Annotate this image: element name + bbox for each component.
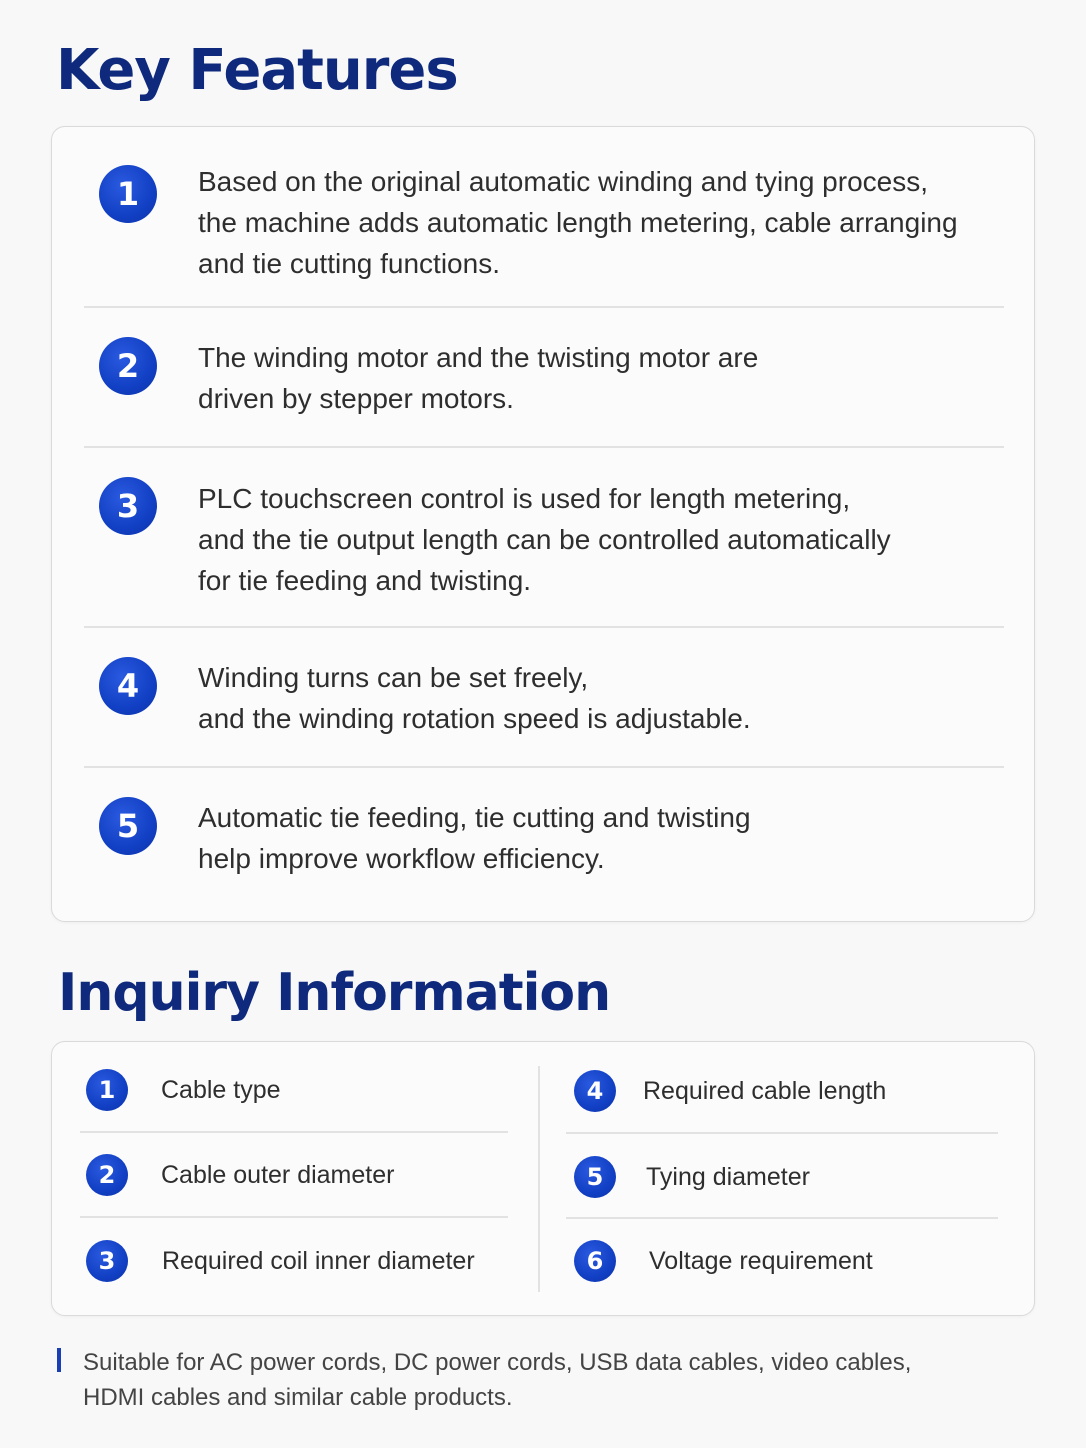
number-badge-4-icon: 4 (574, 1070, 616, 1112)
number-badge-1-icon: 1 (86, 1069, 128, 1111)
accent-bar (57, 1348, 61, 1372)
feature-text-line: and the winding rotation speed is adjustable. (198, 703, 751, 734)
inquiry-item-4 (574, 1066, 1004, 1116)
divider (566, 1217, 998, 1219)
divider (84, 626, 1004, 628)
feature-text-line: Based on the original automatic winding and tying process, (198, 166, 928, 197)
feature-text (198, 478, 998, 601)
divider (84, 306, 1004, 308)
note-text-line: HDMI cables and similar cable products. (83, 1384, 513, 1411)
feature-text-line: for tie feeding and twisting. (198, 565, 532, 596)
feature-text-line: and tie cutting functions. (198, 248, 500, 279)
inquiry-item-label: Required cable length (643, 1077, 887, 1105)
number-badge-4-icon: 4 (99, 657, 157, 715)
feature-text-line: help improve workflow efficiency. (198, 843, 605, 874)
divider (80, 1216, 508, 1218)
column-separator (538, 1066, 540, 1292)
key-features-title: Key Features (56, 38, 458, 103)
divider (566, 1132, 998, 1134)
inquiry-item-label: Tying diameter (646, 1163, 810, 1191)
feature-text (198, 337, 998, 419)
feature-text-line: Automatic tie feeding, tie cutting and twisting (198, 802, 751, 833)
inquiry-information-card (51, 1041, 1035, 1316)
feature-text-line: the machine adds automatic length metering, cable arranging (198, 207, 958, 238)
inquiry-item-label: Cable type (161, 1076, 281, 1104)
inquiry-item-5 (574, 1152, 1004, 1202)
number-badge-5-icon: 5 (99, 797, 157, 855)
number-badge-2-icon: 2 (86, 1154, 128, 1196)
note-text-line: Suitable for AC power cords, DC power cords, USB data cables, video cables, (83, 1349, 912, 1376)
feature-text (198, 161, 998, 284)
feature-text-line: and the tie output length can be controlled automatically (198, 524, 891, 555)
divider (84, 446, 1004, 448)
note-text (83, 1345, 911, 1415)
inquiry-item-3 (86, 1236, 506, 1286)
feature-text-line: Winding turns can be set freely, (198, 662, 589, 693)
number-badge-1-icon: 1 (99, 165, 157, 223)
number-badge-6-icon: 6 (574, 1240, 616, 1282)
inquiry-item-6 (574, 1236, 1004, 1286)
number-badge-2-icon: 2 (99, 337, 157, 395)
number-badge-3-icon: 3 (86, 1240, 128, 1282)
inquiry-item-1 (86, 1065, 506, 1115)
inquiry-item-2 (86, 1150, 506, 1200)
inquiry-item-label: Cable outer diameter (161, 1161, 395, 1189)
key-features-card (51, 126, 1035, 922)
divider (80, 1131, 508, 1133)
feature-text-line: driven by stepper motors. (198, 383, 514, 414)
feature-text (198, 657, 998, 739)
divider (84, 766, 1004, 768)
number-badge-5-icon: 5 (574, 1156, 616, 1198)
inquiry-item-label: Voltage requirement (649, 1247, 873, 1275)
feature-text-line: PLC touchscreen control is used for length metering, (198, 483, 851, 514)
inquiry-information-title: Inquiry Information (58, 963, 611, 1023)
inquiry-item-label: Required coil inner diameter (162, 1247, 475, 1275)
number-badge-3-icon: 3 (99, 477, 157, 535)
feature-text (198, 797, 998, 879)
feature-text-line: The winding motor and the twisting motor are (198, 342, 759, 373)
